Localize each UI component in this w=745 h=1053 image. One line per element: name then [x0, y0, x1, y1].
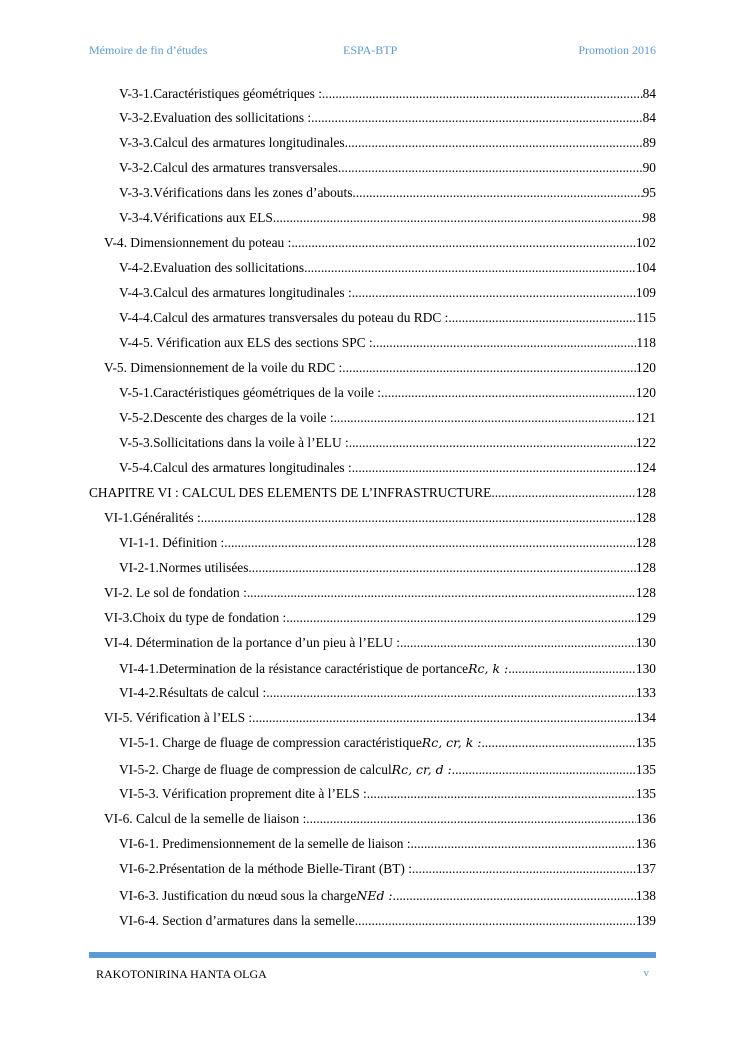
toc-entry-page: 120 [635, 385, 656, 400]
toc-entry[interactable] [89, 483, 656, 503]
toc-entry-label: VI-5-2. Charge de fluage de compression de calcul [119, 762, 392, 777]
toc-entry[interactable] [104, 633, 656, 653]
toc-entry-label: VI-2. Le sol de fondation : [104, 585, 247, 600]
toc-dot-leader [338, 158, 643, 178]
toc-entry-page: 90 [642, 160, 656, 175]
toc-entry-page: 135 [635, 762, 656, 777]
toc-dot-leader [304, 258, 636, 278]
toc-entry-page: 84 [642, 110, 656, 125]
toc-entry-page: 129 [635, 610, 656, 625]
toc-entry-math: Rc, cr, k : [421, 735, 482, 750]
toc-entry-page: 136 [635, 811, 656, 826]
toc-entry[interactable] [119, 84, 656, 104]
toc-entry[interactable] [119, 659, 656, 679]
toc-entry-page: 98 [642, 210, 656, 225]
page-footer [96, 967, 649, 983]
toc-entry-page: 84 [642, 86, 656, 101]
header-left: Mémoire de fin d’études [89, 43, 208, 57]
toc-entry-page: 135 [635, 786, 656, 801]
toc-entry-label: VI-4-2.Résultats de calcul : [119, 685, 267, 700]
toc-entry-page: 134 [635, 710, 656, 725]
toc-entry[interactable] [119, 683, 656, 703]
toc-entry-label: VI-2-1.Normes utilisées [119, 560, 249, 575]
toc-dot-leader [334, 408, 636, 428]
toc-entry-label: VI-6-2.Présentation de la méthode Bielle-Tirant (BT) : [119, 861, 412, 876]
toc-entry[interactable] [119, 283, 656, 303]
toc-entry-page: 138 [635, 888, 656, 903]
toc-entry[interactable] [119, 784, 656, 804]
toc-dot-leader [352, 183, 642, 203]
toc-dot-leader [342, 358, 636, 378]
toc-entry[interactable] [104, 608, 656, 628]
page-header [89, 43, 656, 59]
footer-page-number: v [643, 967, 649, 979]
toc-entry[interactable] [104, 358, 656, 378]
toc-dot-leader [491, 483, 636, 503]
toc-entry-label: VI-6-4. Section d’armatures dans la semelle [119, 913, 355, 928]
footer-author: RAKOTONIRINA HANTA OLGA [96, 967, 267, 981]
toc-entry-label: V-5-4.Calcul des armatures longitudinales : [119, 460, 352, 475]
toc-entry[interactable] [119, 158, 656, 178]
toc-entry-page: 139 [635, 913, 656, 928]
toc-entry-label: V-4. Dimensionnement du poteau : [104, 235, 292, 250]
toc-entry[interactable] [119, 258, 656, 278]
toc-dot-leader [448, 308, 636, 328]
toc-entry-label: CHAPITRE VI : CALCUL DES ELEMENTS DE L’INFRASTRUCTURE [89, 485, 492, 500]
toc-entry-label: VI-5. Vérification à l’ELS : [104, 710, 253, 725]
toc-entry[interactable] [119, 834, 656, 854]
toc-entry-label: V-5. Dimensionnement de la voile du RDC : [104, 360, 343, 375]
toc-entry-math: Rc, cr, d : [391, 762, 452, 777]
toc-dot-leader [400, 633, 636, 653]
toc-entry-label: V-4-4.Calcul des armatures transversales du poteau du RDC : [119, 310, 449, 325]
toc-entry-page: 128 [635, 485, 656, 500]
toc-entry-page: 109 [635, 285, 656, 300]
toc-dot-leader [381, 383, 636, 403]
toc-entry-label: V-5-2.Descente des charges de la voile : [119, 410, 334, 425]
toc-entry[interactable] [119, 886, 656, 906]
toc-entry[interactable] [119, 760, 656, 780]
toc-entry[interactable] [119, 911, 656, 931]
toc-dot-leader [248, 558, 635, 578]
toc-entry-page: 135 [635, 735, 656, 750]
toc-entry[interactable] [119, 433, 656, 453]
header-right: Promotion 2016 [578, 43, 656, 57]
toc-entry[interactable] [119, 183, 656, 203]
toc-entry-label: V-4-3.Calcul des armatures longitudinales : [119, 285, 352, 300]
toc-dot-leader [349, 433, 636, 453]
toc-dot-leader [352, 283, 636, 303]
toc-entry-label: VI-5-3. Vérification proprement dite à l’ELS : [119, 786, 367, 801]
toc-dot-leader [252, 708, 636, 728]
toc-entry-label: V-3-3.Vérifications dans les zones d’abouts [119, 185, 353, 200]
toc-entry-label: V-4-5. Vérification aux ELS des sections SPC : [119, 335, 373, 350]
toc-entry-label: V-3-4.Vérifications aux ELS [119, 210, 273, 225]
toc-entry-page: 118 [636, 335, 656, 350]
toc-entry[interactable] [119, 383, 656, 403]
toc-entry-page: 130 [635, 635, 656, 650]
toc-dot-leader [345, 133, 643, 153]
toc-dot-leader [201, 508, 636, 528]
toc-entry-label: VI-4-1.Determination de la résistance caractéristique de portance [119, 661, 469, 676]
toc-entry-label: V-4-2.Evaluation des sollicitations [119, 260, 305, 275]
header-center: ESPA-BTP [343, 43, 398, 57]
toc-entry[interactable] [119, 533, 656, 553]
toc-dot-leader [306, 809, 636, 829]
toc-entry-label: VI-4. Détermination de la portance d’un pieu à l’ELU : [104, 635, 400, 650]
toc-entry-label: VI-3.Choix du type de fondation : [104, 610, 287, 625]
toc-entry-page: 104 [635, 260, 656, 275]
toc-entry[interactable] [119, 108, 656, 128]
toc-dot-leader [355, 911, 636, 931]
toc-dot-leader [452, 760, 636, 780]
toc-entry-label: V-3-1.Caractéristiques géométriques : [119, 86, 322, 101]
toc-entry[interactable] [119, 408, 656, 428]
toc-entry-label: V-3-2.Calcul des armatures transversales [119, 160, 338, 175]
toc-entry-page: 128 [635, 535, 656, 550]
toc-entry[interactable] [104, 809, 656, 829]
toc-entry[interactable] [104, 583, 656, 603]
toc-dot-leader [367, 784, 636, 804]
toc-dot-leader [247, 583, 636, 603]
toc-entry-label: V-3-2.Evaluation des sollicitations : [119, 110, 312, 125]
toc-dot-leader [286, 608, 636, 628]
toc-dot-leader [412, 859, 636, 879]
toc-entry[interactable] [104, 508, 656, 528]
toc-entry-label: VI-5-1. Charge de fluage de compression caractéristique [119, 735, 422, 750]
toc-entry-page: 120 [635, 360, 656, 375]
toc-dot-leader [393, 886, 636, 906]
footer-rule [89, 952, 656, 958]
toc-entry-page: 124 [635, 460, 656, 475]
toc-entry-page: 137 [635, 861, 656, 876]
toc-entry-label: VI-6. Calcul de la semelle de liaison : [104, 811, 307, 826]
toc-entry-label: VI-6-3. Justification du nœud sous la charge [119, 888, 357, 903]
toc-entry-label: VI-6-1. Predimensionnement de la semelle de liaison : [119, 836, 411, 851]
toc-dot-leader [481, 733, 635, 753]
toc-entry-page: 122 [635, 435, 656, 450]
toc-entry-page: 128 [635, 560, 656, 575]
toc-dot-leader [373, 333, 637, 353]
toc-entry-page: 95 [642, 185, 656, 200]
toc-entry-page: 115 [636, 310, 656, 325]
toc-entry[interactable] [104, 233, 656, 253]
toc-entry-page: 130 [635, 661, 656, 676]
toc-entry-page: 121 [635, 410, 656, 425]
toc-entry[interactable] [119, 733, 656, 753]
toc-entry-page: 128 [635, 510, 656, 525]
toc-dot-leader [352, 458, 636, 478]
toc-entry-label: V-5-3.Sollicitations dans la voile à l’ELU : [119, 435, 349, 450]
toc-entry[interactable] [119, 458, 656, 478]
toc-dot-leader [224, 533, 636, 553]
toc-entry-math: Rc, k : [468, 661, 509, 676]
toc-dot-leader [411, 834, 636, 854]
toc-entry-page: 102 [635, 235, 656, 250]
toc-entry[interactable] [119, 333, 656, 353]
toc-entry[interactable] [104, 708, 656, 728]
toc-entry-label: V-5-1.Caractéristiques géométriques de la voile : [119, 385, 382, 400]
toc-entry-page: 133 [635, 685, 656, 700]
toc-dot-leader [291, 233, 636, 253]
toc-dot-leader [322, 84, 643, 104]
toc-entry-page: 128 [635, 585, 656, 600]
toc-dot-leader [508, 659, 636, 679]
toc-entry[interactable] [119, 558, 656, 578]
toc-entry-label: VI-1.Généralités : [104, 510, 201, 525]
toc-entry[interactable] [119, 133, 656, 153]
toc-entry[interactable] [119, 208, 656, 228]
toc-entry-page: 89 [642, 135, 656, 150]
toc-entry-page: 136 [635, 836, 656, 851]
toc-dot-leader [273, 208, 643, 228]
toc-dot-leader [266, 683, 636, 703]
toc-entry-math: NEd : [356, 888, 393, 903]
toc-entry[interactable] [119, 859, 656, 879]
toc-entry[interactable] [119, 308, 656, 328]
toc-dot-leader [311, 108, 642, 128]
toc-entry-label: VI-1-1. Définition : [119, 535, 225, 550]
toc-entry-label: V-3-3.Calcul des armatures longitudinales [119, 135, 345, 150]
